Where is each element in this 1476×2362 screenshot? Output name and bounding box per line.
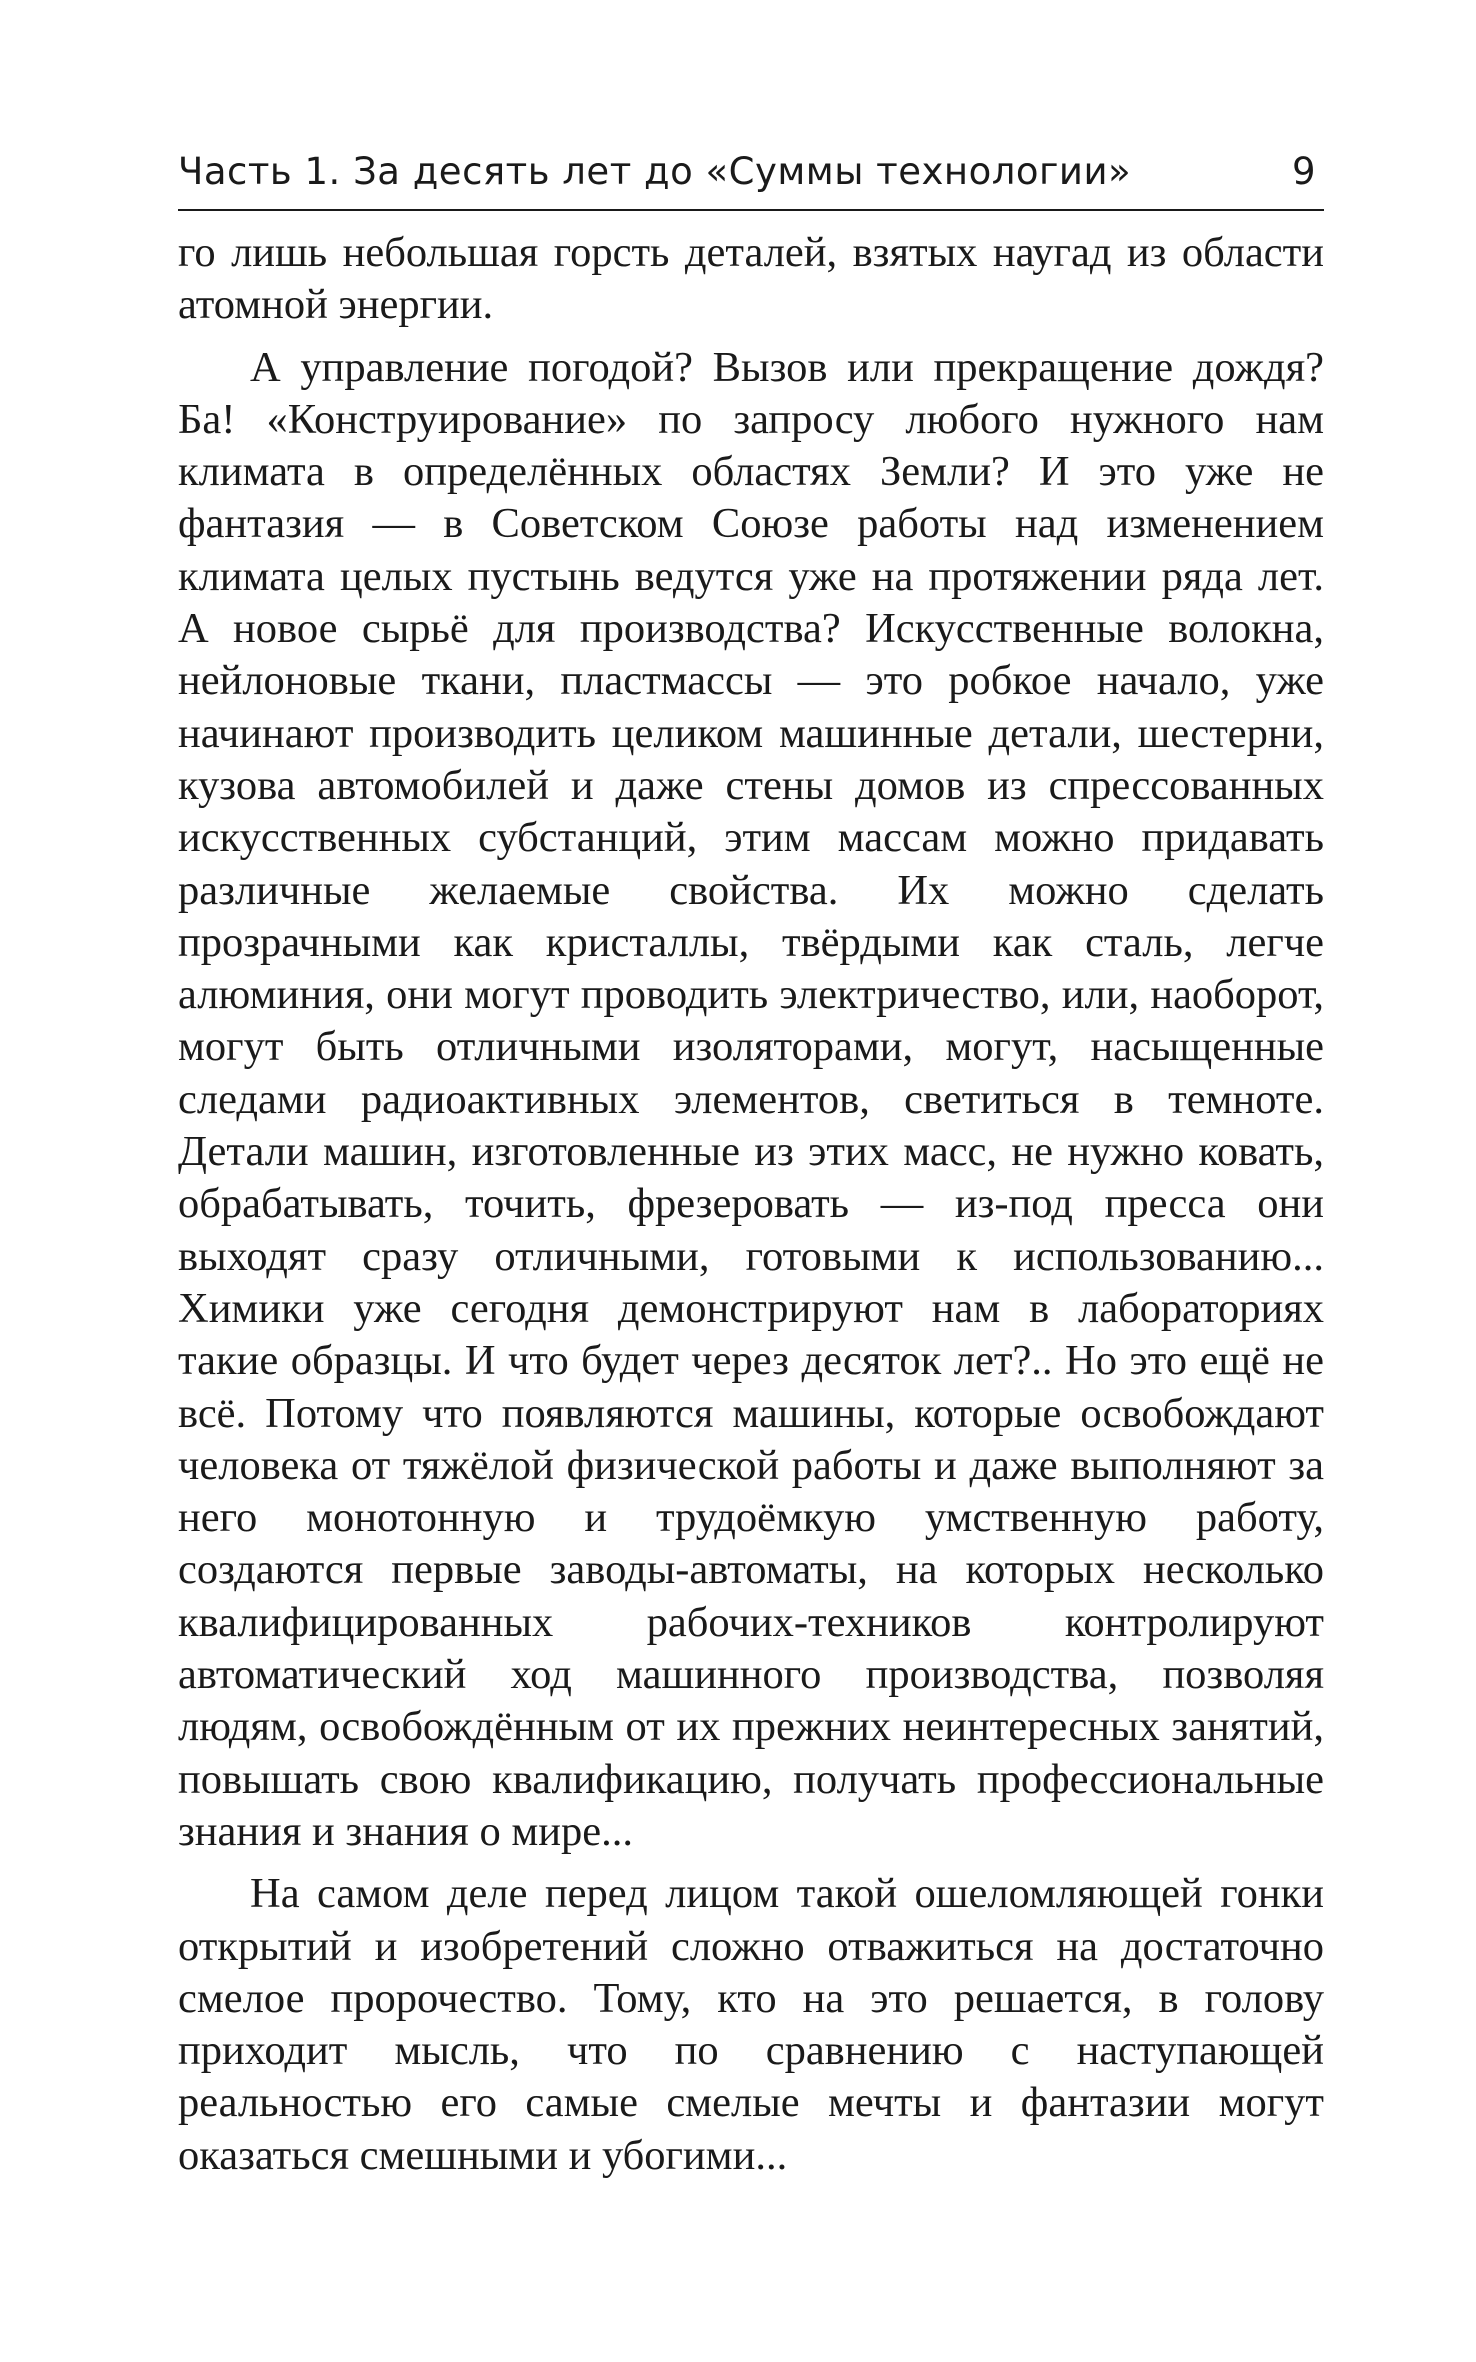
paragraph: А управление погодой? Вызов или прекращение дождя? Ба! «Конструирование» по запросу любого нужного нам климата в определённых областях Земли? И это уже не фантазия — в Советском Союзе работы над изменением климата целых пустынь ведутся уже на протяжении ряда лет. А новое сырьё для производства? Искусственные волокна, нейлоновые ткани, пластмассы — это робкое начало, уже начинают производить целиком машинные детали, шестерни, кузова автомобилей и даже стены домов из спрессованных искусственных субстанций, этим массам можно придавать различные желаемые свойства. Их можно сделать прозрачными как кристаллы, твёрдыми как сталь, легче алюминия, они могут проводить электричество, или, наоборот, могут быть отличными изоляторами, могут, насыщенные следами радиоактивных элементов, светиться в темноте. Детали машин, изготовленные из этих масс, не нужно ковать, обрабатывать, точить, фрезеровать — из-под пресса они выходят сразу отличными, готовыми к использованию... Химики уже сегодня демонстрируют нам в лабораториях такие образцы. И что будет через десяток лет?.. Но это ещё не всё. Потому что появляются машины, которые освобождают человека от тяжёлой физической работы и даже выполняют за него монотонную и трудоёмкую умственную работу, создаются первые заводы-автоматы, на которых несколько квалифицированных рабочих-техников контролируют автоматический ход машинного производства, позволяя людям, освобождённым от их прежних неинтересных занятий, повышать свою квалификацию, получать профессиональные знания и знания о мире... — [178, 343, 1324, 1855]
paragraph: На самом деле перед лицом такой ошеломляющей гонки открытий и изобретений сложно отважиться на достаточно смелое пророчество. Тому, кто на это решается, в голову приходит мысль, что по сравнению с наступающей реальностью его самые смелые мечты и фантазии могут оказаться смешными и убогими... — [178, 1870, 1324, 2179]
body-text — [178, 227, 1324, 2182]
book-page — [178, 150, 1324, 2250]
paragraph-continued: го лишь небольшая горсть деталей, взятых наугад из области атомной энергии. — [178, 229, 1324, 329]
page-number: 9 — [1291, 150, 1316, 193]
running-title: Часть 1. За десять лет до «Суммы технологии» — [178, 150, 1132, 193]
running-head — [178, 150, 1324, 211]
